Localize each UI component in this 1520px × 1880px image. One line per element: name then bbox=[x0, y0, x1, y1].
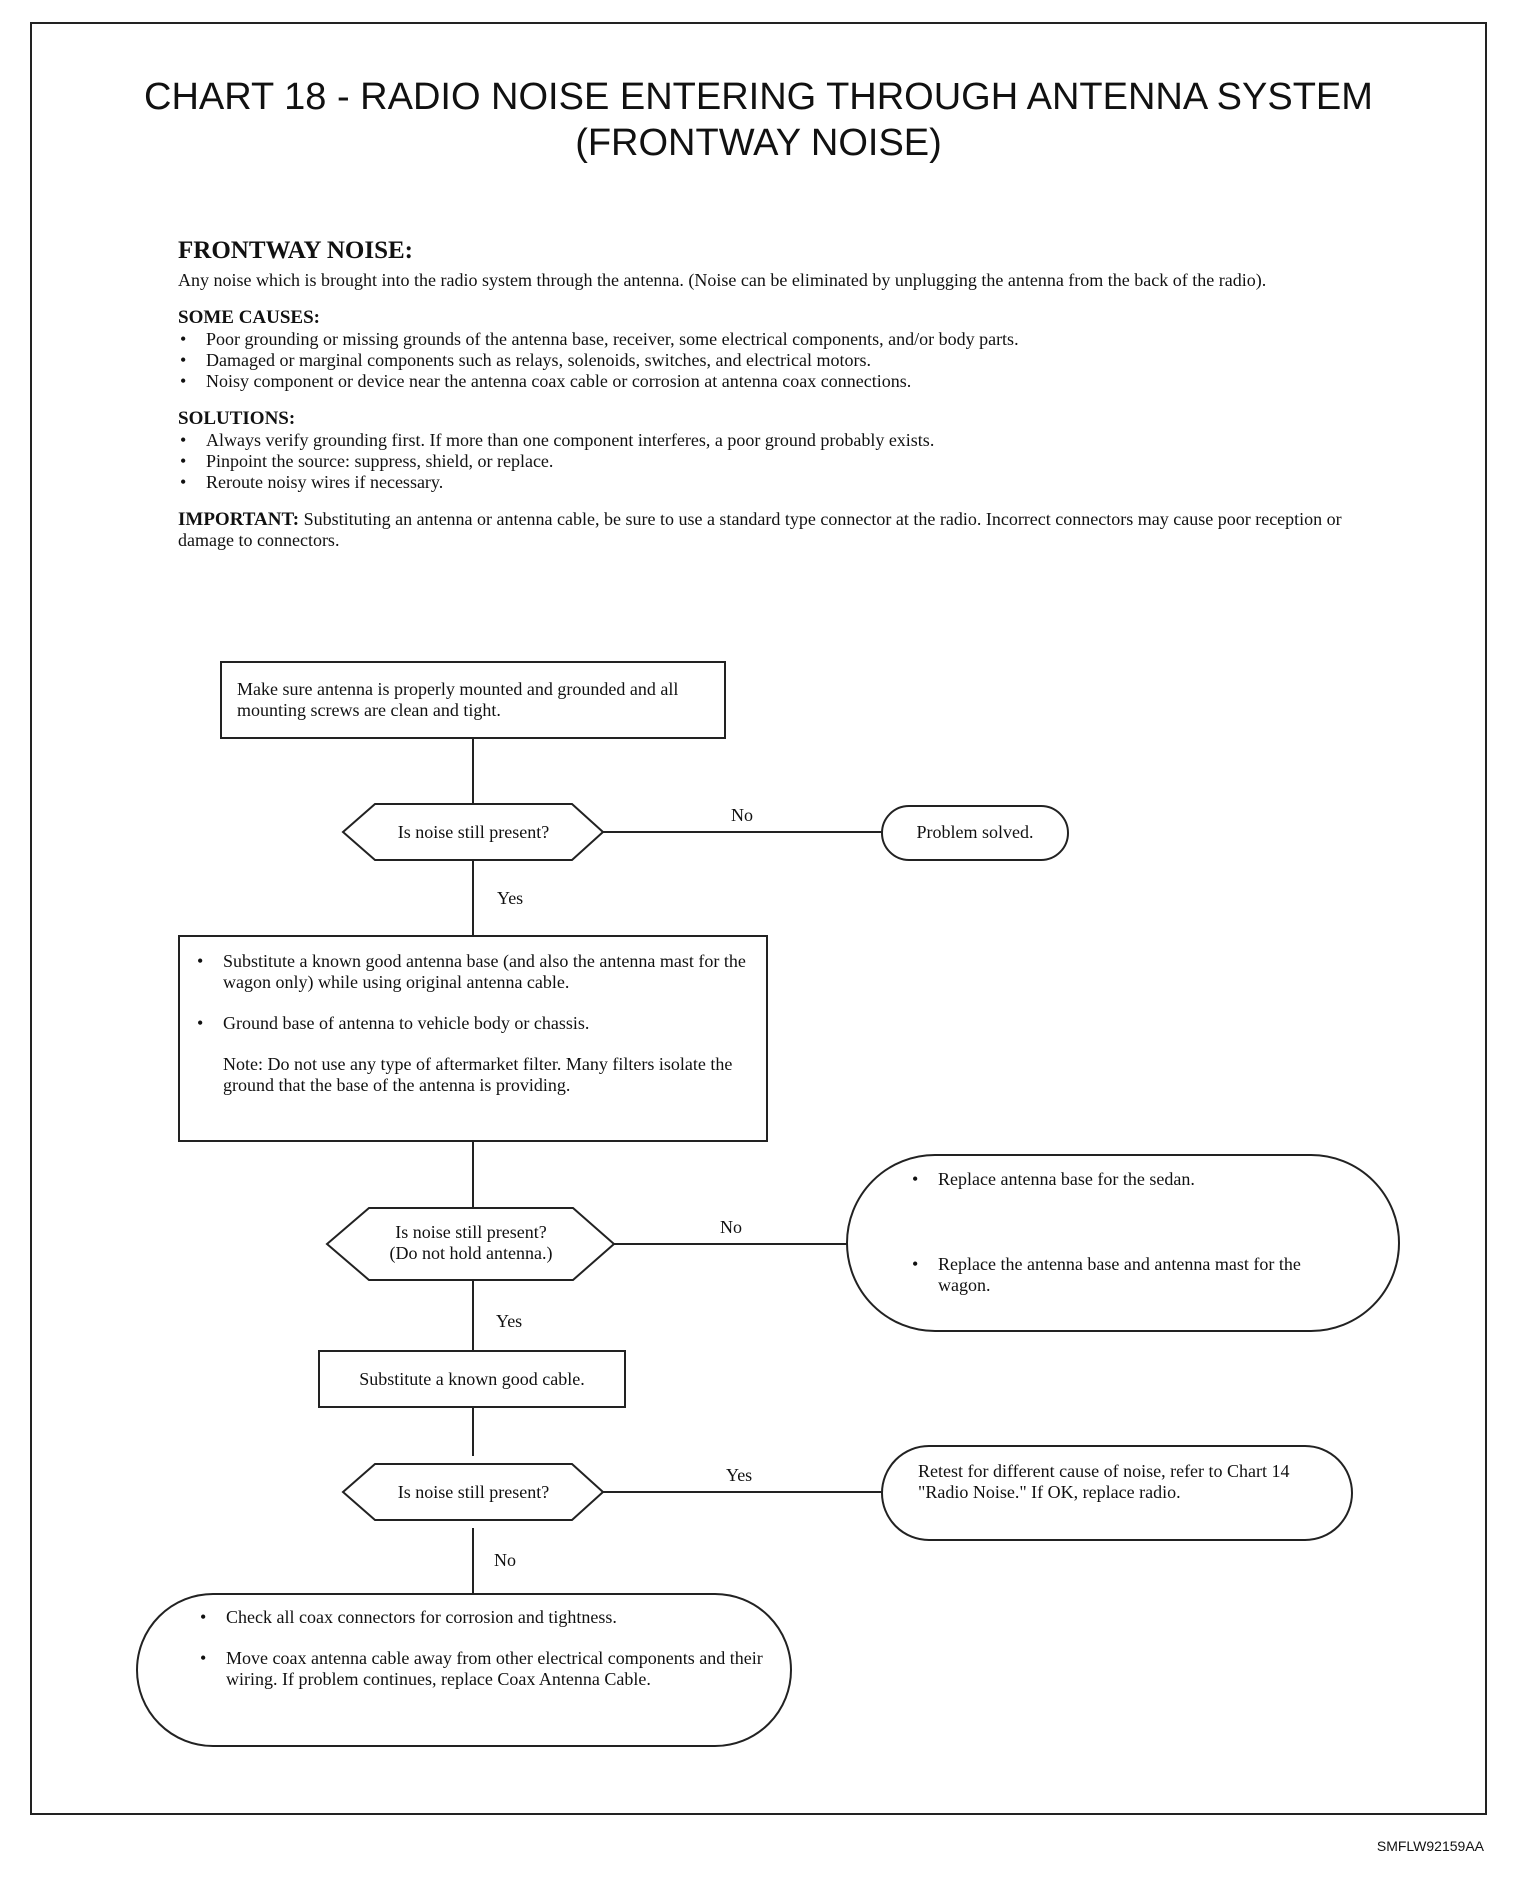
decision-2-line-1: Is noise still present? bbox=[395, 1222, 547, 1242]
title-line-1: CHART 18 - RADIO NOISE ENTERING THROUGH ANTENNA SYSTEM bbox=[144, 76, 1373, 118]
decision-2-text bbox=[369, 1222, 573, 1264]
final-bullet: • Move coax antenna cable away from other electrical components and their wiring. If problem continues, replace Coax Antenna Cable. bbox=[198, 1648, 778, 1690]
step-2-bullet: • Substitute a known good antenna base (and also the antenna mast for the wagon only) while using original antenna cable. bbox=[195, 951, 755, 993]
decision-2-line-2: (Do not hold antenna.) bbox=[389, 1243, 553, 1263]
important-label: IMPORTANT: bbox=[178, 509, 300, 530]
cause-item: • Noisy component or device near the antenna coax cable or corrosion at antenna coax connections. bbox=[178, 371, 1358, 392]
step-2-bullet: • Ground base of antenna to vehicle body or chassis. bbox=[195, 1013, 755, 1034]
step-2-content bbox=[195, 951, 755, 1096]
start-text: Make sure antenna is properly mounted and grounded and all mounting screws are clean and tight. bbox=[237, 679, 679, 720]
decision-2-no-label: No bbox=[720, 1217, 742, 1237]
step-2-note: Note: Do not use any type of aftermarket filter. Many filters isolate the ground that the base of the antenna is providing. bbox=[223, 1054, 733, 1095]
decision-1-text: Is noise still present? bbox=[397, 822, 550, 842]
final-content bbox=[198, 1607, 778, 1710]
cause-item: • Damaged or marginal components such as relays, solenoids, switches, and electrical motors. bbox=[178, 350, 1358, 371]
step-2-list bbox=[195, 951, 755, 1034]
replace-bullet: • Replace antenna base for the sedan. bbox=[910, 1169, 1350, 1190]
retest-text: Retest for different cause of noise, refer to Chart 14 "Radio Noise." If OK, replace radio. bbox=[918, 1461, 1290, 1502]
decision-1-yes-label: Yes bbox=[497, 888, 524, 908]
causes-heading: SOME CAUSES: bbox=[178, 307, 320, 328]
figure-code: SMFLW92159AA bbox=[1376, 1838, 1484, 1854]
solution-item: • Pinpoint the source: suppress, shield, or replace. bbox=[178, 451, 1358, 472]
problem-solved-text: Problem solved. bbox=[916, 822, 1034, 842]
replace-content bbox=[910, 1169, 1350, 1316]
frontway-heading: FRONTWAY NOISE: bbox=[178, 237, 413, 264]
decision-2-yes-label: Yes bbox=[496, 1311, 523, 1331]
title-line-2: (FRONTWAY NOISE) bbox=[575, 122, 942, 164]
solution-item: • Reroute noisy wires if necessary. bbox=[178, 472, 1358, 493]
important-text: Substituting an antenna or antenna cable, be sure to use a standard type connector at the radio. Incorrect connectors may cause poor reception or damage to connectors. bbox=[178, 509, 1342, 550]
decision-3-no-label: No bbox=[494, 1550, 516, 1570]
final-list bbox=[198, 1607, 778, 1690]
cause-item: • Poor grounding or missing grounds of the antenna base, receiver, some electrical components, and/or body parts. bbox=[178, 329, 1358, 350]
decision-3-yes-label: Yes bbox=[726, 1465, 753, 1485]
frontway-description: Any noise which is brought into the radio system through the antenna. (Noise can be eliminated by unplugging the antenna from the back of the radio). bbox=[178, 270, 1267, 290]
decision-3-text: Is noise still present? bbox=[397, 1482, 550, 1502]
step-3-text: Substitute a known good cable. bbox=[359, 1369, 585, 1389]
solutions-heading: SOLUTIONS: bbox=[178, 408, 296, 429]
solution-item: • Always verify grounding first. If more than one component interferes, a poor ground probably exists. bbox=[178, 430, 1358, 451]
replace-bullet: • Replace the antenna base and antenna mast for the wagon. bbox=[910, 1254, 1350, 1296]
replace-list bbox=[910, 1169, 1350, 1296]
final-bullet: • Check all coax connectors for corrosion and tightness. bbox=[198, 1607, 778, 1628]
decision-1-no-label: No bbox=[731, 805, 753, 825]
